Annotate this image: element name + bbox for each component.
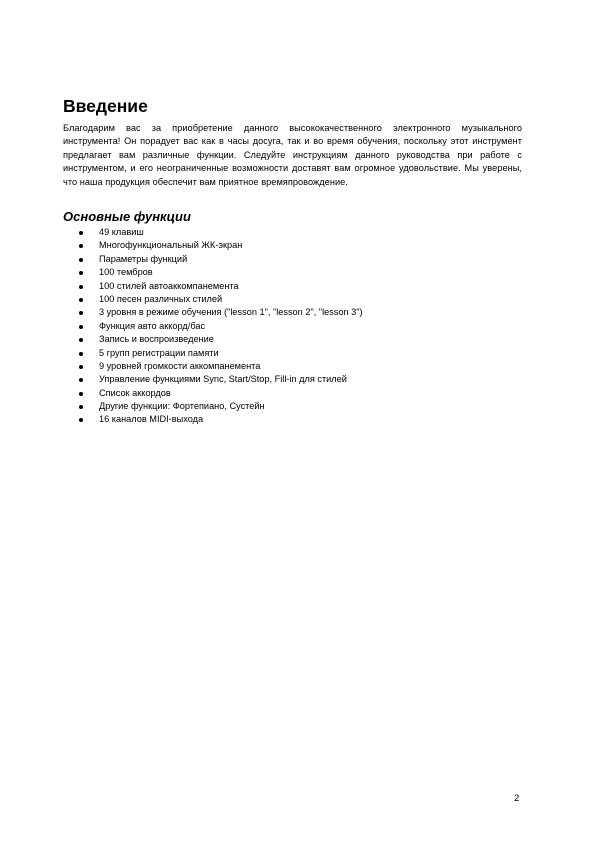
feature-text: 16 каналов MIDI-выхода xyxy=(99,414,204,425)
page-title: Введение xyxy=(63,96,148,116)
bullet-icon xyxy=(79,338,83,342)
feature-text: Список аккордов xyxy=(99,387,171,398)
bullet-icon xyxy=(79,378,83,382)
feature-text: 5 групп регистрации памяти xyxy=(99,347,219,358)
feature-text: 49 клавиш xyxy=(99,227,144,237)
intro-paragraph: Благодарим вас за приобретение данного высококачественного электронного музыкального инструмента! Он порадует вас как в часы досуга, так и во время обучения, поскольку этот инструмент предлагает вам различные функции. Следуйте инструкциям данного руководства при работе с инструментом, и его неограниченные возможности доставят вам огромное удовольствие. Мы уверены, что наша продукция обеспечит вам приятное времяпровождение. xyxy=(63,123,522,187)
bullet-icon xyxy=(79,271,83,275)
bullet-icon xyxy=(79,298,83,302)
bullet-icon xyxy=(79,311,83,315)
bullet-icon xyxy=(79,405,83,409)
bullet-icon xyxy=(79,325,83,329)
feature-text: Запись и воспроизведение xyxy=(99,334,214,345)
feature-text: 100 песен различных стилей xyxy=(99,293,223,304)
feature-text: 100 тембров xyxy=(99,267,153,278)
bullet-icon xyxy=(79,231,83,235)
bullet-icon xyxy=(79,258,83,262)
feature-text: Другие функции: Фортепиано, Сустейн xyxy=(99,401,265,412)
bullet-icon xyxy=(79,352,83,356)
feature-text: 3 уровня в режиме обучения ("lesson 1", "lesson 2", "lesson 3") xyxy=(99,307,363,318)
bullet-icon xyxy=(79,365,83,369)
features-heading: Основные функции xyxy=(63,209,191,224)
feature-text: Параметры функций xyxy=(99,253,188,264)
feature-text: 9 уровней громкости аккомпанемента xyxy=(99,360,261,371)
bullet-icon xyxy=(79,392,83,396)
feature-text: 100 стилей автоаккомпанемента xyxy=(99,280,239,291)
feature-text: Функция авто аккорд/бас xyxy=(99,320,206,331)
page-number: 2 xyxy=(514,793,520,804)
feature-text: Управление функциями Sync, Start/Stop, Fill-in для стилей xyxy=(99,374,347,385)
bullet-icon xyxy=(79,418,83,422)
bullet-icon xyxy=(79,244,83,248)
bullet-icon xyxy=(79,285,83,289)
feature-text: Многофункциональный ЖК-экран xyxy=(99,240,243,251)
